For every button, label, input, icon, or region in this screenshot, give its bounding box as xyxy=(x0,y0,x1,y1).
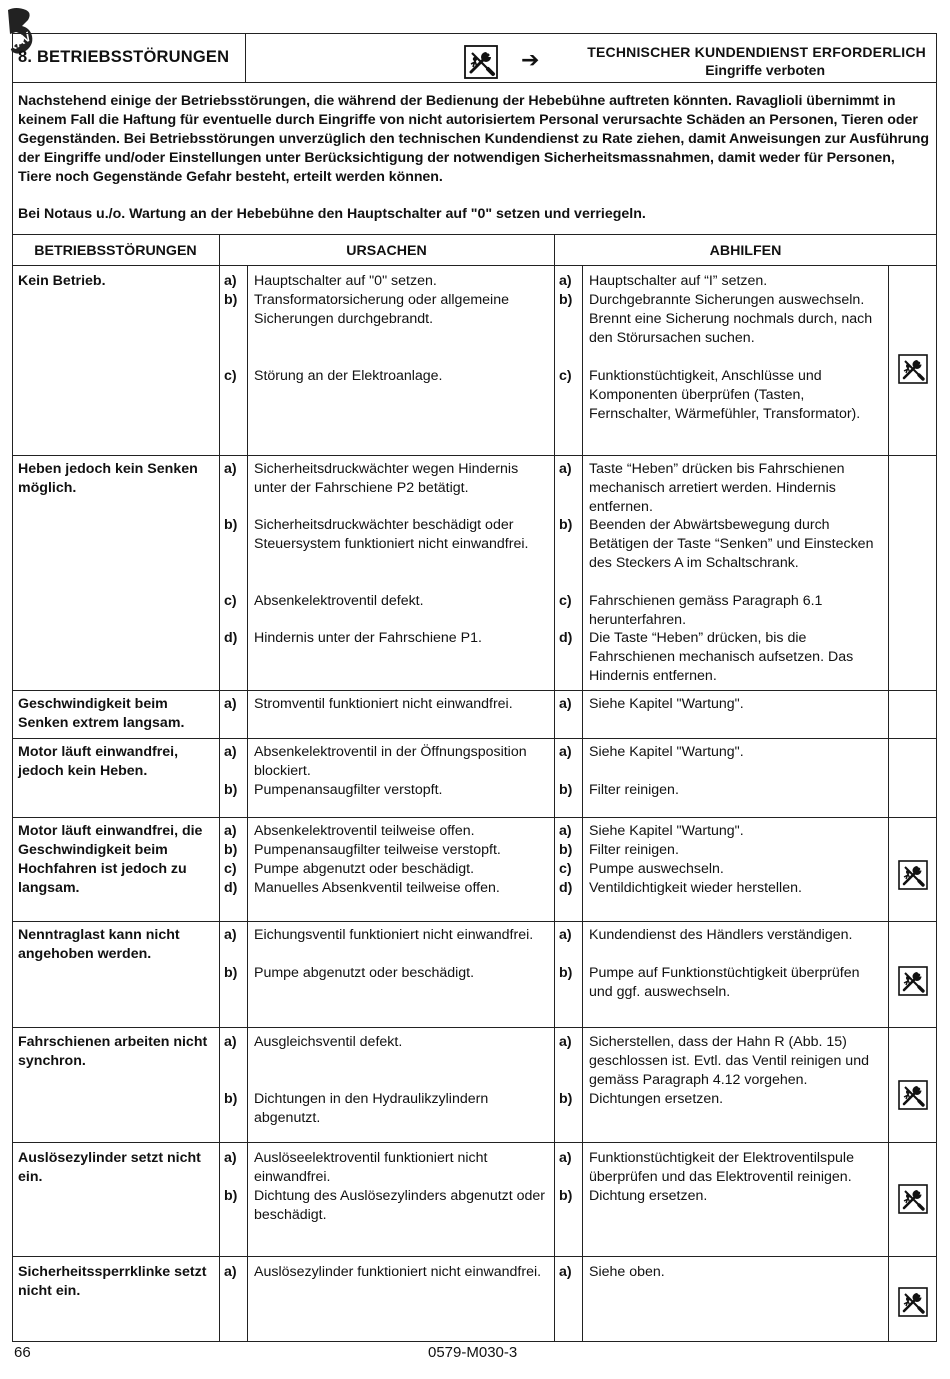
cause-text: Absenkelektroventil in der Öffnungsposition blockiert. xyxy=(254,744,527,779)
wrench-screwdriver-icon xyxy=(898,1080,928,1110)
remedy-text: Filter reinigen. xyxy=(589,842,679,858)
wrench-screwdriver-icon xyxy=(464,45,498,79)
emergency-note: Bei Notaus u./o. Wartung an der Hebebühne den Hauptschalter auf "0" setzen und verriegeln. xyxy=(18,206,646,222)
wrench-screwdriver-icon xyxy=(898,860,928,890)
remedy-label: a) xyxy=(559,461,572,477)
wrench-screwdriver-icon xyxy=(898,966,928,996)
remedy-label: a) xyxy=(559,1264,572,1280)
col-divider xyxy=(888,265,889,1342)
fault-text: Motor läuft einwandfrei, jedoch kein Heben. xyxy=(18,744,179,779)
cause-text: Stromventil funktioniert nicht einwandfrei. xyxy=(254,696,513,712)
remedy-label: d) xyxy=(559,880,573,896)
remedy-label: c) xyxy=(559,861,572,877)
remedy-label: c) xyxy=(559,593,572,609)
wrench-screwdriver-icon xyxy=(898,354,928,384)
cause-text: Ausgleichsventil defekt. xyxy=(254,1034,403,1050)
remedy-text: Kundendienst des Händlers verständigen. xyxy=(589,927,853,943)
cause-text: Manuelles Absenkventil teilweise offen. xyxy=(254,880,500,896)
remedy-label: b) xyxy=(559,517,573,533)
cause-text: Eichungsventil funktioniert nicht einwandfrei. xyxy=(254,927,534,943)
cause-label: a) xyxy=(224,461,237,477)
col-divider xyxy=(582,265,583,1342)
cause-text: Auslösezylinder funktioniert nicht einwandfrei. xyxy=(254,1264,542,1280)
cause-text: Dichtung des Auslösezylinders abgenutzt oder beschädigt. xyxy=(254,1188,546,1223)
cause-text: Hindernis unter der Fahrschiene P1. xyxy=(254,630,482,646)
cause-label: b) xyxy=(224,782,238,798)
fault-text: Motor läuft einwandfrei, die Geschwindigkeit beim Hochfahren ist jedoch zu langsam. xyxy=(18,823,203,896)
tech-service-required: TECHNISCHER KUNDENDIENST ERFORDERLICH xyxy=(587,44,926,60)
remedy-label: b) xyxy=(559,1091,573,1107)
svg-text:RAV: RAV xyxy=(3,28,34,56)
remedy-label: a) xyxy=(559,1150,572,1166)
fault-text: Fahrschienen arbeiten nicht synchron. xyxy=(18,1034,208,1069)
remedy-label: d) xyxy=(559,630,573,646)
cause-text: Absenkelektroventil teilweise offen. xyxy=(254,823,475,839)
remedy-text: Dichtung ersetzen. xyxy=(589,1188,708,1204)
remedy-text: Die Taste “Heben” drücken, bis die Fahrschienen mechanisch aufsetzen. Das Hindernis entfernen. xyxy=(589,630,854,684)
remedy-text: Siehe Kapitel "Wartung". xyxy=(589,696,744,712)
cause-label: a) xyxy=(224,744,237,760)
cause-text: Hauptschalter auf "0" setzen. xyxy=(254,273,437,289)
col-header-remedies: ABHILFEN xyxy=(709,243,782,259)
cause-text: Pumpenansaugfilter verstopft. xyxy=(254,782,443,798)
cause-label: b) xyxy=(224,842,238,858)
cause-text: Sicherheitsdruckwächter beschädigt oder Steuersystem funktioniert nicht einwandfrei. xyxy=(254,517,529,552)
remedy-text: Durchgebrannte Sicherungen auswechseln. Brennt eine Sicherung nochmals durch, nach den Störursachen suchen. xyxy=(589,292,873,346)
remedy-label: b) xyxy=(559,292,573,308)
remedy-label: b) xyxy=(559,782,573,798)
remedy-text: Filter reinigen. xyxy=(589,782,679,798)
remedy-label: c) xyxy=(559,368,572,384)
cause-label: a) xyxy=(224,273,237,289)
remedy-label: b) xyxy=(559,965,573,981)
cause-text: Pumpenansaugfilter teilweise verstopft. xyxy=(254,842,501,858)
cause-label: b) xyxy=(224,292,238,308)
row-divider xyxy=(12,1142,937,1143)
cause-text: Auslöseelektroventil funktioniert nicht einwandfrei. xyxy=(254,1150,488,1185)
cause-label: a) xyxy=(224,696,237,712)
remedy-text: Siehe Kapitel "Wartung". xyxy=(589,823,744,839)
cause-text: Absenkelektroventil defekt. xyxy=(254,593,424,609)
cause-text: Sicherheitsdruckwächter wegen Hindernis unter der Fahrschiene P2 betätigt. xyxy=(254,461,519,496)
interventions-forbidden: Eingriffe verboten xyxy=(705,62,825,78)
cause-label: c) xyxy=(224,368,237,384)
remedy-text: Pumpe auf Funktionstüchtigkeit überprüfen und ggf. auswechseln. xyxy=(589,965,860,1000)
header-divider xyxy=(12,82,937,83)
col-header-faults: BETRIEBSSTÖRUNGEN xyxy=(34,243,197,259)
cause-text: Transformatorsicherung oder allgemeine Sicherungen durchgebrandt. xyxy=(254,292,509,327)
cause-label: b) xyxy=(224,1188,238,1204)
remedy-text: Funktionstüchtigkeit der Elektroventilspule überprüfen und das Elektroventil reinigen. xyxy=(589,1150,854,1185)
document-code: 0579-M030-3 xyxy=(428,1344,518,1361)
cause-text: Pumpe abgenutzt oder beschädigt. xyxy=(254,861,475,877)
remedy-text: Ventildichtigkeit wieder herstellen. xyxy=(589,880,802,896)
cause-label: c) xyxy=(224,593,237,609)
remedy-text: Sicherstellen, dass der Hahn R (Abb. 15) geschlossen ist. Evtl. das Ventil reinigen und gemäss Paragraph 4.12 vorgehen. xyxy=(589,1034,869,1088)
remedy-label: a) xyxy=(559,744,572,760)
remedy-text: Taste “Heben” drücken bis Fahrschienen mechanisch arretiert werden. Hindernis entfernen. xyxy=(589,461,845,515)
cause-text: Störung an der Elektroanlage. xyxy=(254,368,443,384)
col-divider xyxy=(247,265,248,1342)
fault-text: Kein Betrieb. xyxy=(18,273,106,289)
fault-text: Sicherheitssperrklinke setzt nicht ein. xyxy=(18,1264,207,1299)
row-divider xyxy=(12,455,937,456)
remedy-label: a) xyxy=(559,927,572,943)
fault-text: Heben jedoch kein Senken möglich. xyxy=(18,461,198,496)
wrench-screwdriver-icon xyxy=(898,1184,928,1214)
cause-label: d) xyxy=(224,880,238,896)
row-divider xyxy=(12,1027,937,1028)
cause-text: Dichtungen in den Hydraulikzylindern abgenutzt. xyxy=(254,1091,489,1126)
arrow-right-icon: ➔ xyxy=(521,47,540,72)
fault-text: Geschwindigkeit beim Senken extrem langsam. xyxy=(18,696,185,731)
section-title: 8. BETRIEBSSTÖRUNGEN xyxy=(18,48,230,66)
cause-label: b) xyxy=(224,1091,238,1107)
remedy-text: Pumpe auswechseln. xyxy=(589,861,724,877)
fault-text: Nenntraglast kann nicht angehoben werden. xyxy=(18,927,180,962)
remedy-label: a) xyxy=(559,823,572,839)
row-divider xyxy=(12,921,937,922)
row-divider xyxy=(12,1256,937,1257)
remedy-text: Beenden der Abwärtsbewegung durch Betätigen der Taste “Senken” und Einstecken des Steckers A im Schaltschrank. xyxy=(589,517,874,571)
cause-label: c) xyxy=(224,861,237,877)
cause-label: b) xyxy=(224,965,238,981)
col-divider xyxy=(554,234,555,1342)
header-vertical-divider xyxy=(245,33,246,82)
cause-label: a) xyxy=(224,927,237,943)
intro-paragraph: Nachstehend einige der Betriebsstörungen, die während der Bedienung der Hebebühne auftreten könnten. Ravaglioli übernimmt in keinem Fall die Haftung für eventuelle durch Eingriffe von nicht autorisiertem Personal verursachte Schäden an Personen, Tieren oder Gegenständen. Bei Betriebsstörungen unverzüglich den technischen Kundendienst zu Rate ziehen, damit Anweisungen zur Ausführung der Eingriffe und/oder Einstellungen unter Berücksichtigung der notwendigen Sicherheitsmassnahmen, damit weder für Personen, Tiere noch Gegenstände Gefahr besteht, erteilt werden können. xyxy=(18,93,929,185)
table-header-border xyxy=(12,265,937,266)
cause-label: a) xyxy=(224,823,237,839)
remedy-text: Funktionstüchtigkeit, Anschlüsse und Komponenten überprüfen (Tasten, Fernschalter, Wärmefühler, Transformator). xyxy=(589,368,861,422)
cause-label: b) xyxy=(224,517,238,533)
col-header-causes: URSACHEN xyxy=(346,243,427,259)
cause-label: a) xyxy=(224,1034,237,1050)
remedy-label: a) xyxy=(559,696,572,712)
page-frame xyxy=(12,33,937,1342)
remedy-text: Hauptschalter auf “I” setzen. xyxy=(589,273,768,289)
page-number: 66 xyxy=(14,1344,31,1361)
row-divider xyxy=(12,817,937,818)
remedy-text: Fahrschienen gemäss Paragraph 6.1 herunterfahren. xyxy=(589,593,823,628)
cause-label: a) xyxy=(224,1264,237,1280)
remedy-text: Siehe Kapitel "Wartung". xyxy=(589,744,744,760)
table-top-border xyxy=(12,234,937,235)
row-divider xyxy=(12,738,937,739)
remedy-label: a) xyxy=(559,1034,572,1050)
col-divider xyxy=(219,234,220,1342)
remedy-text: Siehe oben. xyxy=(589,1264,665,1280)
row-divider xyxy=(12,690,937,691)
fault-text: Auslösezylinder setzt nicht ein. xyxy=(18,1150,201,1185)
remedy-label: b) xyxy=(559,842,573,858)
cause-label: d) xyxy=(224,630,238,646)
remedy-label: b) xyxy=(559,1188,573,1204)
wrench-screwdriver-icon xyxy=(898,1287,928,1317)
cause-text: Pumpe abgenutzt oder beschädigt. xyxy=(254,965,475,981)
remedy-label: a) xyxy=(559,273,572,289)
remedy-text: Dichtungen ersetzen. xyxy=(589,1091,724,1107)
cause-label: a) xyxy=(224,1150,237,1166)
